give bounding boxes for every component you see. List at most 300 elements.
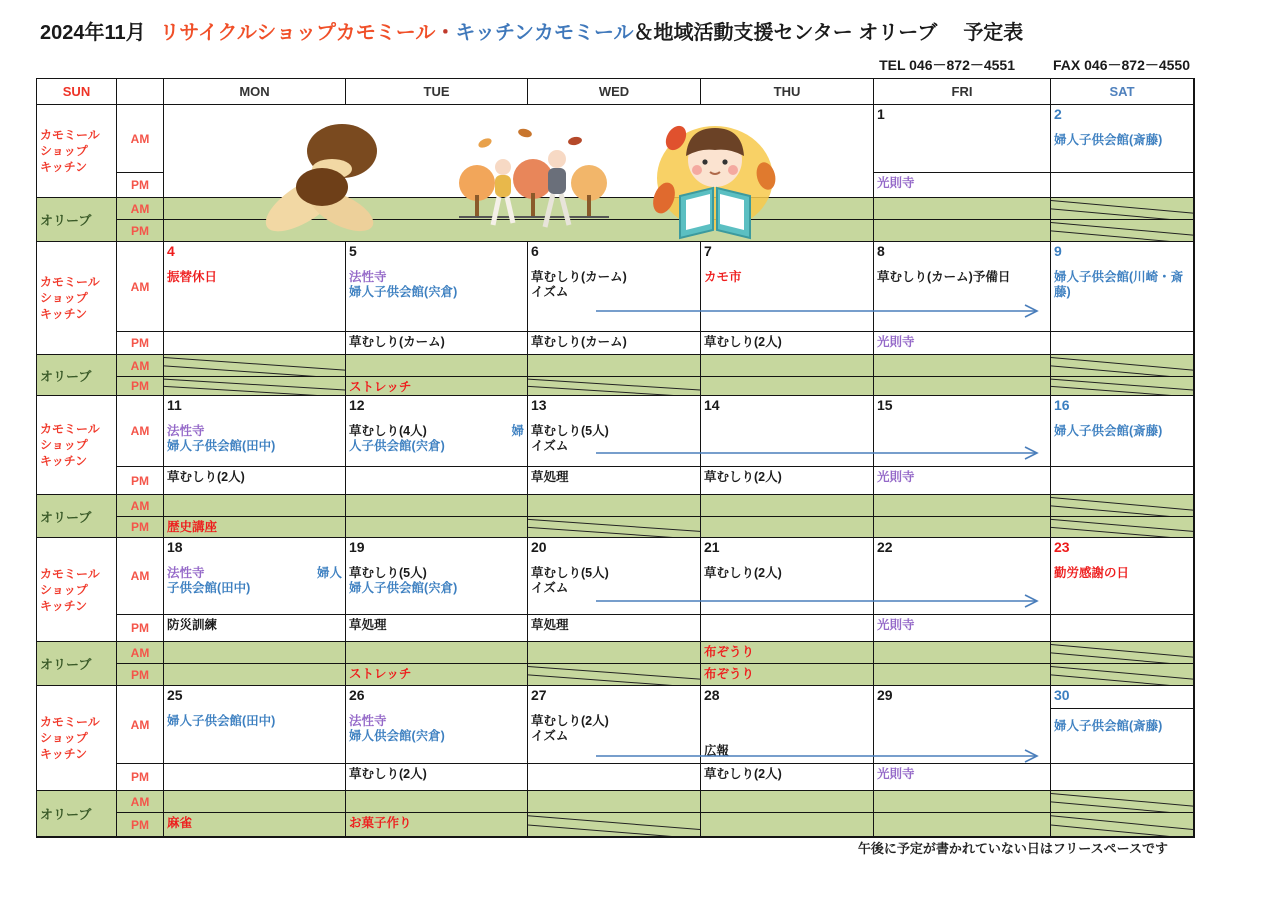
day-number: 25 <box>167 687 183 703</box>
day-number: 1 <box>877 106 885 122</box>
day-am-events <box>346 714 527 744</box>
event-line <box>1054 133 1190 148</box>
event-segment: 法性寺 <box>167 566 205 580</box>
event-line <box>349 667 524 682</box>
olive-am-cell-28 <box>701 791 874 813</box>
chamomile-label-line: ショップ <box>40 438 88 452</box>
day-cell-14-pm <box>701 467 874 495</box>
closed-slot-hatch <box>1051 220 1193 241</box>
day-am-events <box>701 566 873 581</box>
day-number: 2 <box>1054 106 1062 122</box>
olive-am-cell-22 <box>874 642 1051 664</box>
olive-pm-cell-23 <box>1051 664 1194 686</box>
day-cell-4-pm <box>164 332 346 355</box>
day-cell-25-am <box>164 686 346 764</box>
closed-slot-hatch <box>1051 495 1193 516</box>
day-cell-30-pm <box>1051 764 1194 791</box>
day-cell-9-pm <box>1051 332 1194 355</box>
event-line <box>349 439 524 454</box>
olive-row-label: オリーブ <box>37 791 117 837</box>
event-segment: 草むしり(2人) <box>704 470 782 484</box>
olive-pm-cell-19 <box>346 664 528 686</box>
olive-event <box>164 517 345 535</box>
chamomile-row-label <box>37 686 117 791</box>
event-segment: 婦人子供会館(斎藤) <box>1054 424 1163 438</box>
olive-pm-cell-11 <box>164 517 346 538</box>
event-segment: 草処理 <box>531 618 569 632</box>
event-segment: 光則寺 <box>877 176 915 190</box>
event-segment: 光則寺 <box>877 767 915 781</box>
chamomile-pm-label: PM <box>117 332 164 355</box>
closed-slot-hatch <box>1051 377 1193 395</box>
day-number: 5 <box>349 243 357 259</box>
event-segment: 布ぞうり <box>704 667 755 681</box>
event-line <box>167 470 342 485</box>
event-segment: 振替休日 <box>167 270 218 284</box>
event-line <box>531 729 697 744</box>
event-segment: 婦人 <box>316 566 342 580</box>
event-segment: 婦 <box>511 424 524 438</box>
olive-pm-cell-20 <box>528 664 701 686</box>
olive-pm-cell-5 <box>346 377 528 396</box>
day-pm-events <box>874 173 1050 191</box>
event-segment: 布ぞうり <box>704 645 755 659</box>
day-pm-events <box>346 615 527 633</box>
olive-am-cell-9 <box>1051 355 1194 377</box>
day-cell-16-pm <box>1051 467 1194 495</box>
day-cell-6-pm <box>528 332 701 355</box>
day-number: 26 <box>349 687 365 703</box>
closed-slot-hatch <box>1051 664 1193 685</box>
event-segment: 婦人子供会館(宍倉) <box>349 285 458 299</box>
chamomile-label-line: ショップ <box>40 144 88 158</box>
day-header-tue: TUE <box>346 79 528 105</box>
day-number: 28 <box>704 687 720 703</box>
day-cell-1-pm <box>874 173 1051 198</box>
event-segment: お菓子作り <box>349 816 412 830</box>
event-segment: 草むしり(カーム)予備日 <box>877 270 1011 284</box>
footer-note: 午後に予定が書かれていない日はフリースペースです <box>857 841 1168 856</box>
event-segment: 草むしり(2人) <box>704 335 782 349</box>
event-segment: 麻雀 <box>167 816 193 830</box>
day-header-wed: WED <box>528 79 701 105</box>
olive-am-cell-14 <box>701 495 874 517</box>
day-number: 20 <box>531 539 547 555</box>
event-line <box>1054 270 1190 300</box>
olive-pm-cell-15 <box>874 517 1051 538</box>
event-line <box>1054 719 1190 734</box>
tel-number: TEL 046－872－4551 <box>879 57 1016 73</box>
olive-pm-cell-22 <box>874 664 1051 686</box>
day-am-events <box>1051 424 1193 439</box>
page-title <box>40 16 1023 45</box>
chamomile-am-label: AM <box>117 396 164 467</box>
event-segment: 草むしり(2人) <box>704 566 782 580</box>
event-line <box>704 335 870 350</box>
closed-slot-hatch <box>1051 355 1193 376</box>
olive-pm-cell-28 <box>701 813 874 837</box>
day-am-events <box>528 566 700 596</box>
event-line <box>167 581 342 596</box>
day-cell-12-am <box>346 396 528 467</box>
olive-pm-cell-14 <box>701 517 874 538</box>
day-am-events <box>164 566 345 596</box>
olive-event <box>701 664 873 682</box>
chamomile-am-label: AM <box>117 538 164 615</box>
day-number: 23 <box>1054 539 1070 555</box>
closed-slot-hatch <box>528 377 700 395</box>
closed-slot-hatch <box>528 517 700 537</box>
olive-am-cell-26 <box>346 791 528 813</box>
title-schedule-word: 予定表 <box>963 22 1024 44</box>
event-line <box>704 714 870 729</box>
day-am-events <box>1051 133 1193 148</box>
event-segment: 歴史講座 <box>167 520 218 534</box>
olive-am-label: AM <box>117 198 164 220</box>
event-segment: 法性寺 <box>349 270 387 284</box>
event-segment: 人子供会館(宍倉) <box>349 439 445 453</box>
day-am-events <box>528 270 700 300</box>
chamomile-label-line: カモミール <box>40 128 100 142</box>
day-cell-1-am <box>874 105 1051 173</box>
chamomile-am-label: AM <box>117 105 164 173</box>
day-number: 8 <box>877 243 885 259</box>
closed-slot-hatch <box>1051 517 1193 537</box>
olive-pm-cell-12 <box>346 517 528 538</box>
event-line <box>877 270 1047 285</box>
event-line <box>167 714 342 729</box>
event-line <box>531 714 697 729</box>
chamomile-label-line: カモミール <box>40 275 100 289</box>
olive-am-cell-12 <box>346 495 528 517</box>
event-line <box>167 618 342 633</box>
day-cell-18-pm <box>164 615 346 642</box>
event-line <box>877 335 1047 350</box>
day-number: 6 <box>531 243 539 259</box>
day-number: 19 <box>349 539 365 555</box>
fax-number: FAX 046－872－4550 <box>1053 57 1190 73</box>
title-month: 2024年11月 <box>40 22 146 44</box>
autumn-walk-illustration <box>455 121 613 241</box>
day-cell-19-am <box>346 538 528 615</box>
chamomile-pm-label: PM <box>117 173 164 198</box>
continuation-arrow <box>596 445 1046 466</box>
olive-event <box>346 377 527 395</box>
event-line <box>531 424 697 439</box>
day-am-events <box>528 714 700 744</box>
event-line <box>167 520 342 535</box>
event-line <box>349 729 524 744</box>
event-line <box>531 566 697 581</box>
olive-event <box>346 813 527 831</box>
day-number: 15 <box>877 397 893 413</box>
event-segment: 婦人子供会館(川崎・斎藤) <box>1054 270 1184 299</box>
day-pm-events <box>346 764 527 782</box>
olive-pm-cell-8 <box>874 377 1051 396</box>
olive-row-label: オリーブ <box>37 642 117 686</box>
day-am-events <box>1051 566 1193 581</box>
event-segment: 草むしり(5人) <box>531 566 609 580</box>
event-line <box>349 285 524 300</box>
day-number: 16 <box>1054 397 1070 413</box>
day-pm-events <box>528 615 700 633</box>
event-segment: 光則寺 <box>877 618 915 632</box>
olive-pm-cell-7 <box>701 377 874 396</box>
olive-am-cell-20 <box>528 642 701 664</box>
event-line <box>704 270 870 285</box>
title-separator-dot: ・ <box>435 22 456 44</box>
day-cell-19-pm <box>346 615 528 642</box>
olive-am-cell-2 <box>1051 198 1194 220</box>
olive-event <box>346 664 527 682</box>
event-segment: 婦人子供会館(斎藤) <box>1054 133 1163 147</box>
event-segment: 法性寺 <box>349 714 387 728</box>
event-line <box>704 470 870 485</box>
day-am-events <box>346 424 527 454</box>
event-line <box>531 470 697 485</box>
olive-am-cell-18 <box>164 642 346 664</box>
event-line <box>167 566 342 581</box>
olive-pm-label: PM <box>117 517 164 538</box>
day-pm-events <box>164 615 345 633</box>
chamomile-label-line: カモミール <box>40 422 100 436</box>
event-segment: 勤労感謝の日 <box>1054 566 1130 580</box>
event-line <box>704 729 870 744</box>
event-line <box>877 470 1047 485</box>
day-cell-8-pm <box>874 332 1051 355</box>
day-cell-15-pm <box>874 467 1051 495</box>
chamomile-row-label <box>37 105 117 198</box>
day-cell-20-pm <box>528 615 701 642</box>
olive-am-cell-15 <box>874 495 1051 517</box>
event-segment: 草むしり(2人) <box>704 767 782 781</box>
day-number: 21 <box>704 539 720 555</box>
day-am-events <box>164 714 345 729</box>
day-am-events <box>1051 270 1193 300</box>
chamomile-label-line: ショップ <box>40 291 88 305</box>
event-line <box>531 285 697 300</box>
event-segment: 広報 <box>704 744 730 758</box>
event-segment: 草むしり(2人) <box>167 470 245 484</box>
olive-am-cell-27 <box>528 791 701 813</box>
event-line <box>167 270 342 285</box>
chamomile-am-label: AM <box>117 242 164 332</box>
chamomile-pm-label: PM <box>117 467 164 495</box>
olive-am-cell-5 <box>346 355 528 377</box>
olive-pm-cell-4 <box>164 377 346 396</box>
olive-am-label: AM <box>117 495 164 517</box>
olive-am-cell-8 <box>874 355 1051 377</box>
day-header-sun: SUN <box>37 79 117 105</box>
olive-am-cell-13 <box>528 495 701 517</box>
event-segment: 草むしり(4人) <box>349 424 427 438</box>
event-segment: 光則寺 <box>877 470 915 484</box>
closed-slot-hatch <box>1051 791 1193 812</box>
event-segment: カモ市 <box>704 270 742 284</box>
event-line <box>531 270 697 285</box>
event-segment: 草むしり(5人) <box>531 424 609 438</box>
event-segment: 草むしり(2人) <box>531 714 609 728</box>
closed-slot-hatch <box>164 355 345 376</box>
closed-slot-hatch <box>1051 198 1193 219</box>
chamomile-label-line: ショップ <box>40 731 88 745</box>
day-pm-events <box>874 615 1050 633</box>
closed-slot-hatch <box>528 813 700 836</box>
event-line <box>349 581 524 596</box>
olive-pm-cell-2 <box>1051 220 1194 242</box>
event-line <box>704 667 870 682</box>
day-number: 22 <box>877 539 893 555</box>
olive-am-cell-25 <box>164 791 346 813</box>
olive-am-cell-1 <box>874 198 1051 220</box>
day-cell-4-am <box>164 242 346 332</box>
event-line <box>877 176 1047 191</box>
event-line <box>349 767 524 782</box>
day-number: 11 <box>167 397 182 413</box>
chamomile-label-line: カモミール <box>40 715 100 729</box>
day-cell-5-pm <box>346 332 528 355</box>
day-cell-21-pm <box>701 615 874 642</box>
olive-am-cell-7 <box>701 355 874 377</box>
olive-pm-cell-6 <box>528 377 701 396</box>
continuation-arrow <box>596 748 1046 769</box>
event-line <box>704 767 870 782</box>
event-line <box>349 714 524 729</box>
day-cell-26-pm <box>346 764 528 791</box>
title-kitchen-name: キッチンカモミール <box>455 22 634 44</box>
event-line <box>1054 424 1190 439</box>
day-number: 7 <box>704 243 712 259</box>
olive-am-label: AM <box>117 355 164 377</box>
olive-am-cell-16 <box>1051 495 1194 517</box>
olive-pm-cell-9 <box>1051 377 1194 396</box>
olive-am-cell-6 <box>528 355 701 377</box>
chamomile-label-line: ショップ <box>40 582 88 597</box>
day-cell-13-pm <box>528 467 701 495</box>
day-am-events <box>346 566 527 596</box>
olive-am-cell-23 <box>1051 642 1194 664</box>
day-cell-9-am <box>1051 242 1194 332</box>
day-number: 12 <box>349 397 365 413</box>
chamomile-label-line: キッチン <box>40 598 88 613</box>
chamomile-label-line: カモミール <box>40 566 100 581</box>
event-segment: 婦人子供会館(田中) <box>167 439 276 453</box>
day-header-sat: SAT <box>1051 79 1194 105</box>
olive-pm-cell-16 <box>1051 517 1194 538</box>
day-number: 4 <box>167 243 175 259</box>
olive-pm-cell-13 <box>528 517 701 538</box>
event-segment: イズム <box>531 439 569 453</box>
day-cell-2-am <box>1051 105 1194 173</box>
event-segment: ストレッチ <box>349 667 412 681</box>
event-segment: イズム <box>531 729 569 743</box>
day-number: 29 <box>877 687 893 703</box>
chamomile-row-label <box>37 242 117 355</box>
olive-pm-label: PM <box>117 220 164 242</box>
event-line <box>877 767 1047 782</box>
day-am-events <box>701 270 873 285</box>
event-line <box>167 816 342 831</box>
closed-slot-hatch <box>1051 642 1193 663</box>
olive-event <box>701 642 873 660</box>
chamomile-pm-label: PM <box>117 615 164 642</box>
chamomile-label-line: キッチン <box>40 454 88 468</box>
day-cell-2-pm <box>1051 173 1194 198</box>
olive-pm-cell-27 <box>528 813 701 837</box>
chamomile-am-label: AM <box>117 686 164 764</box>
day-pm-events <box>528 467 700 485</box>
mushrooms-illustration <box>242 115 402 243</box>
event-segment: 草むしり(カーム) <box>531 335 627 349</box>
olive-event <box>164 813 345 831</box>
day-cell-11-am <box>164 396 346 467</box>
day-am-events <box>164 270 345 285</box>
day-am-events <box>1051 719 1193 734</box>
olive-am-cell-21 <box>701 642 874 664</box>
event-line <box>349 270 524 285</box>
olive-pm-cell-1 <box>874 220 1051 242</box>
schedule-table <box>36 78 1195 838</box>
olive-pm-cell-26 <box>346 813 528 837</box>
event-line <box>531 335 697 350</box>
olive-am-cell-29 <box>874 791 1051 813</box>
closed-slot-hatch <box>528 664 700 685</box>
event-segment: 草むしり(カーム) <box>531 270 627 284</box>
event-line <box>167 439 342 454</box>
day-header-blank <box>117 79 164 105</box>
day-pm-events <box>701 332 873 350</box>
event-line <box>531 618 697 633</box>
day-number: 30 <box>1051 686 1193 709</box>
closed-slot-hatch <box>164 377 345 395</box>
olive-am-label: AM <box>117 642 164 664</box>
chamomile-pm-label: PM <box>117 764 164 791</box>
reading-child-illustration <box>642 112 788 240</box>
day-cell-26-am <box>346 686 528 764</box>
olive-pm-cell-29 <box>874 813 1051 837</box>
event-line <box>349 566 524 581</box>
event-line <box>704 566 870 581</box>
event-segment: 法性寺 <box>167 424 205 438</box>
day-header-thu: THU <box>701 79 874 105</box>
title-center-name: ＆地域活動支援センター オリーブ <box>633 22 938 44</box>
olive-am-cell-4 <box>164 355 346 377</box>
olive-pm-label: PM <box>117 664 164 686</box>
day-pm-events <box>346 332 527 350</box>
olive-am-cell-11 <box>164 495 346 517</box>
olive-pm-label: PM <box>117 377 164 396</box>
event-segment: 婦人子供会館(田中) <box>167 714 276 728</box>
olive-am-cell-19 <box>346 642 528 664</box>
day-number: 9 <box>1054 243 1062 259</box>
event-line <box>349 380 524 395</box>
day-cell-16-am <box>1051 396 1194 467</box>
day-cell-25-pm <box>164 764 346 791</box>
event-line <box>349 618 524 633</box>
day-header-mon: MON <box>164 79 346 105</box>
chamomile-label-line: キッチン <box>40 747 88 761</box>
day-pm-events <box>528 332 700 350</box>
day-cell-23-am <box>1051 538 1194 615</box>
event-segment: 草むしり(カーム) <box>349 335 445 349</box>
event-line <box>877 618 1047 633</box>
day-am-events <box>346 270 527 300</box>
day-pm-events <box>874 332 1050 350</box>
event-segment: 子供会館(田中) <box>167 581 251 595</box>
event-segment: 婦人子供会館(宍倉) <box>349 581 458 595</box>
olive-am-cell-30 <box>1051 791 1194 813</box>
chamomile-row-label <box>37 396 117 495</box>
